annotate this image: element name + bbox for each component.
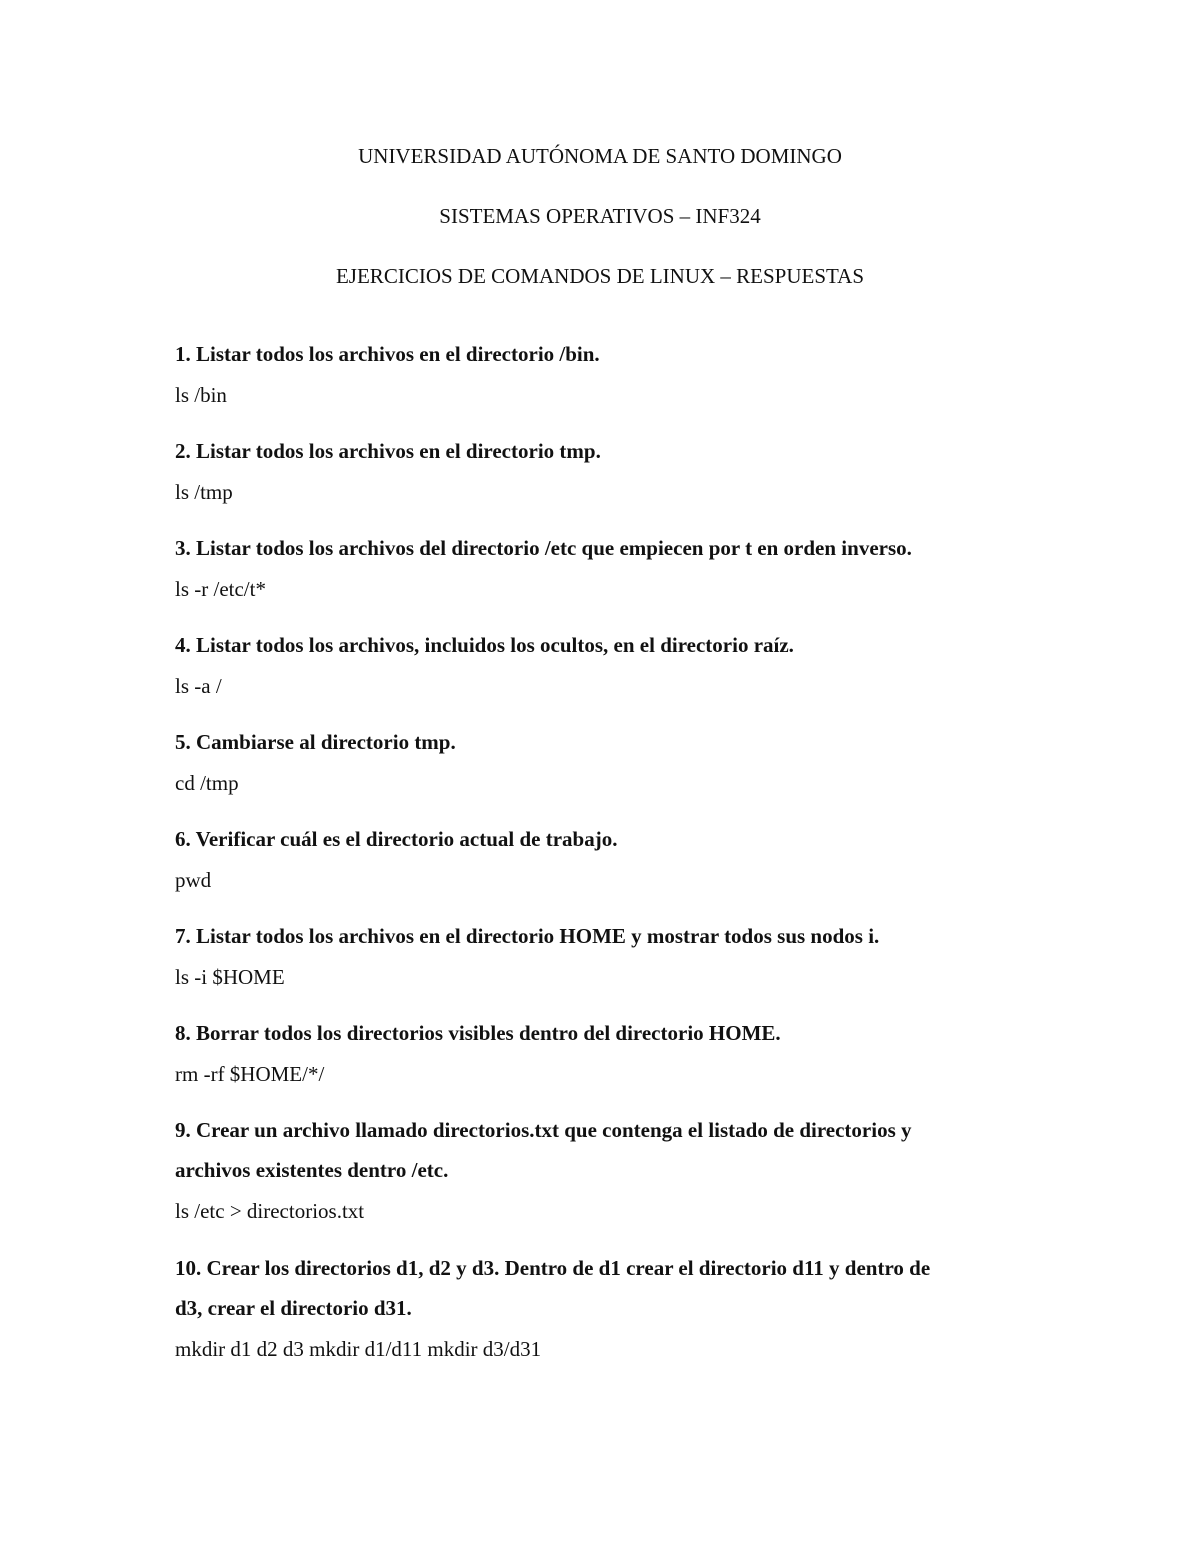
exercise-item-6 [175,819,1055,900]
exercise-answer: ls -i $HOME [175,965,285,989]
exercise-item-8 [175,1013,1055,1094]
exercise-question [175,334,1055,374]
exercise-question [175,722,1055,762]
exercise-item-1 [175,334,1055,415]
exercise-question [175,916,1055,956]
exercise-answer: cd /tmp [175,771,239,795]
question-line: 2. Listar todos los archivos en el directorio tmp. [175,439,601,463]
exercise-question [175,1013,1055,1053]
exercise-answer: ls /etc > directorios.txt [175,1199,365,1223]
exercise-question [175,1248,1055,1328]
question-line: 9. Crear un archivo llamado directorios.txt que contenga el listado de directorios y [175,1118,912,1142]
exercise-answer: ls -a / [175,674,222,698]
question-line: 8. Borrar todos los directorios visibles dentro del directorio HOME. [175,1021,781,1045]
exercise-question [175,528,1055,568]
exercise-item-10 [175,1248,1055,1369]
question-line: archivos existentes dentro /etc. [175,1158,449,1182]
document-title: EJERCICIOS DE COMANDOS DE LINUX – RESPUESTAS [335,264,865,288]
question-line: 7. Listar todos los archivos en el directorio HOME y mostrar todos sus nodos i. [175,924,880,948]
exercise-question [175,625,1055,665]
university-name: UNIVERSIDAD AUTÓNOMA DE SANTO DOMINGO [358,144,842,168]
exercise-answer: mkdir d1 d2 d3 mkdir d1/d11 mkdir d3/d31 [175,1337,542,1361]
exercise-item-4 [175,625,1055,706]
exercise-question [175,1110,1055,1190]
question-line: d3, crear el directorio d31. [175,1296,412,1320]
course-title: SISTEMAS OPERATIVOS – INF324 [439,204,761,228]
exercise-answer: ls /bin [175,383,227,407]
exercise-item-7 [175,916,1055,997]
exercise-item-3 [175,528,1055,609]
exercise-item-2 [175,431,1055,512]
exercise-answer: ls /tmp [175,480,233,504]
exercise-answer: rm -rf $HOME/*/ [175,1062,325,1086]
question-line: 4. Listar todos los archivos, incluidos los ocultos, en el directorio raíz. [175,633,794,657]
exercise-item-9 [175,1110,1055,1231]
question-line: 3. Listar todos los archivos del directorio /etc que empiecen por t en orden inverso. [175,536,912,560]
question-line: 5. Cambiarse al directorio tmp. [175,730,456,754]
exercise-question [175,431,1055,471]
exercise-item-5 [175,722,1055,803]
question-line: 6. Verificar cuál es el directorio actual de trabajo. [175,827,618,851]
exercise-answer: ls -r /etc/t* [175,577,266,601]
question-line: 1. Listar todos los archivos en el directorio /bin. [175,342,600,366]
exercise-answer: pwd [175,868,212,892]
question-line: 10. Crear los directorios d1, d2 y d3. Dentro de d1 crear el directorio d11 y dentro de [175,1256,931,1280]
exercise-question [175,819,1055,859]
